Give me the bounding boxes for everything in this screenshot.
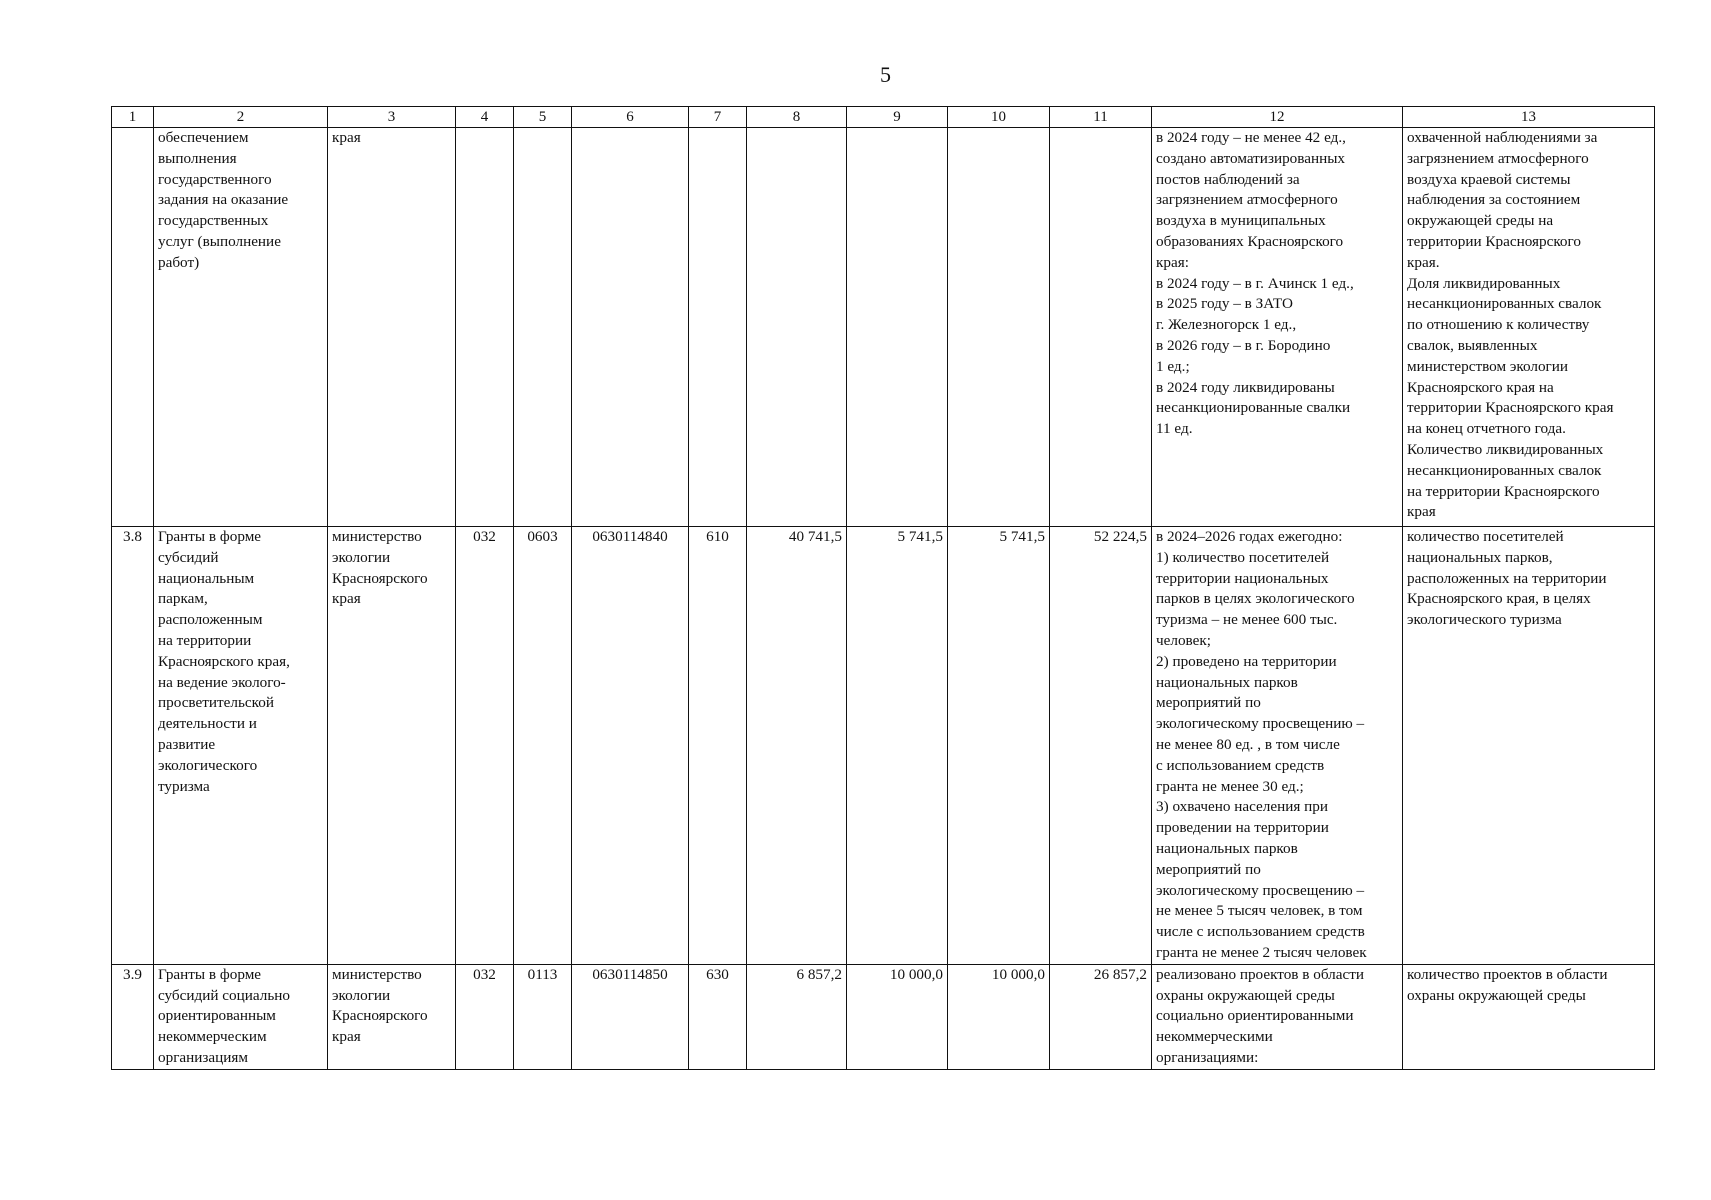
cell-line: края. [1407, 253, 1440, 271]
cell-line: человек; [1156, 631, 1211, 649]
measure-name [154, 527, 328, 965]
cell-line: не менее 80 ед. , в том числе [1156, 735, 1340, 753]
cell-line: ориентированным [158, 1007, 276, 1025]
cell-line: обеспечением [158, 129, 249, 146]
cell-line: министерством экологии [1407, 357, 1569, 375]
indicator [1403, 964, 1655, 1069]
amount-2026: 10 000,0 [948, 964, 1050, 1069]
indicator [1403, 128, 1655, 527]
cell-line: создано автоматизированных [1156, 149, 1346, 167]
cell-line: наблюдения за состоянием [1407, 191, 1581, 209]
cell-line: Красноярского края на [1407, 378, 1554, 396]
cell-line: с использованием средств [1156, 756, 1325, 774]
cell-line: экологического [158, 756, 258, 774]
rzpr-code [514, 128, 572, 527]
amount-2026: 5 741,5 [948, 527, 1050, 965]
row-number [112, 128, 154, 527]
cell-line: территории Красноярского края [1407, 399, 1614, 417]
cell-line: услуг (выполнение [158, 232, 281, 250]
cell-line: национальных парков, [1407, 548, 1553, 566]
cell-line: некоммерческим [158, 1028, 267, 1046]
cell-line: Гранты в форме [158, 965, 262, 983]
cell-line: 1) количество посетителей [1156, 548, 1330, 566]
cell-line: экологическому просвещению – [1156, 881, 1365, 899]
cell-line: воздуха в муниципальных [1156, 212, 1326, 230]
cell-line: гранта не менее 30 ед.; [1156, 777, 1304, 795]
cell-line: национальных парков [1156, 673, 1298, 691]
budget-table [111, 106, 1655, 1070]
amount-total [1050, 128, 1152, 527]
cell-line: края [332, 129, 361, 146]
cell-line: просветительской [158, 694, 274, 712]
table-row [112, 128, 1655, 527]
rzpr-code: 0603 [514, 527, 572, 965]
vr-code [689, 128, 747, 527]
page-number: 5 [880, 62, 891, 87]
cell-line: парков в целях экологического [1156, 590, 1355, 608]
amount-2024: 6 857,2 [747, 964, 847, 1069]
grbs-name [328, 964, 456, 1069]
rzpr-code: 0113 [514, 964, 572, 1069]
cell-line: территории Красноярского [1407, 232, 1581, 250]
amount-2025 [847, 128, 948, 527]
cell-line: субсидий социально [158, 986, 291, 1004]
col-header-2: 2 [154, 107, 328, 128]
cell-line: деятельности и [158, 715, 257, 733]
cell-line: на территории [158, 631, 252, 649]
col-header-1: 1 [112, 107, 154, 128]
cell-line: некоммерческими [1156, 1028, 1273, 1046]
expected-result [1152, 527, 1403, 965]
cell-line: в 2025 году – в ЗАТО [1156, 295, 1293, 313]
cell-line: количество проектов в области [1407, 965, 1608, 983]
cell-line: Красноярского [332, 1007, 428, 1025]
cell-line: туризма [158, 777, 210, 795]
cell-line: туризма – не менее 600 тыс. [1156, 611, 1338, 629]
row-number: 3.9 [112, 964, 154, 1069]
cell-line: Доля ликвидированных [1407, 274, 1561, 292]
cell-line: организациям [158, 1048, 249, 1066]
cell-line: национальным [158, 569, 255, 587]
cell-line: Красноярского края, [158, 652, 290, 670]
cell-line: несанкционированные свалки [1156, 399, 1351, 417]
vr-code: 630 [689, 964, 747, 1069]
cell-line: края [1407, 503, 1436, 521]
cell-line: Красноярского [332, 569, 428, 587]
csr-code: 0630114850 [572, 964, 689, 1069]
amount-2024: 40 741,5 [747, 527, 847, 965]
cell-line: расположенных на территории [1407, 569, 1607, 587]
expected-result [1152, 964, 1403, 1069]
cell-line: государственного [158, 170, 272, 188]
cell-line: экологии [332, 548, 391, 566]
grbs-code: 032 [456, 527, 514, 965]
table-row [112, 527, 1655, 965]
col-header-7: 7 [689, 107, 747, 128]
cell-line: загрязнением атмосферного [1156, 191, 1338, 209]
amount-2025: 5 741,5 [847, 527, 948, 965]
csr-code: 0630114840 [572, 527, 689, 965]
indicator [1403, 527, 1655, 965]
cell-line: на конец отчетного года. [1407, 420, 1566, 438]
col-header-13: 13 [1403, 107, 1655, 128]
cell-line: выполнения [158, 149, 237, 167]
cell-line: гранта не менее 2 тысяч человек [1156, 943, 1367, 961]
cell-line: расположенным [158, 611, 263, 629]
cell-line: загрязнением атмосферного [1407, 149, 1589, 167]
cell-line: мероприятий по [1156, 694, 1261, 712]
col-header-4: 4 [456, 107, 514, 128]
cell-line: охраны окружающей среды [1156, 986, 1335, 1004]
col-header-6: 6 [572, 107, 689, 128]
col-header-9: 9 [847, 107, 948, 128]
grbs-code [456, 128, 514, 527]
cell-line: национальных парков [1156, 839, 1298, 857]
cell-line: количество посетителей [1407, 528, 1564, 545]
cell-line: на ведение эколого- [158, 673, 286, 691]
cell-line: государственных [158, 212, 269, 230]
measure-name [154, 128, 328, 527]
cell-line: в 2024 году – не менее 42 ед., [1156, 129, 1346, 146]
csr-code [572, 128, 689, 527]
cell-line: охваченной наблюдениями за [1407, 129, 1598, 146]
vr-code: 610 [689, 527, 747, 965]
cell-line: экологическому просвещению – [1156, 715, 1365, 733]
cell-line: воздуха краевой системы [1407, 170, 1571, 188]
row-number: 3.8 [112, 527, 154, 965]
col-header-12: 12 [1152, 107, 1403, 128]
cell-line: г. Железногорск 1 ед., [1156, 316, 1297, 334]
cell-line: на территории Красноярского [1407, 482, 1600, 500]
cell-line: экологии [332, 986, 391, 1004]
cell-line: несанкционированных свалок [1407, 295, 1602, 313]
cell-line: Гранты в форме [158, 528, 262, 545]
cell-line: мероприятий по [1156, 860, 1261, 878]
cell-line: по отношению к количеству [1407, 316, 1590, 334]
cell-line: края: [1156, 253, 1189, 271]
column-header-row [112, 107, 1655, 128]
cell-line: реализовано проектов в области [1156, 965, 1364, 983]
cell-line: министерство [332, 965, 422, 983]
cell-line: 11 ед. [1156, 420, 1193, 438]
cell-line: экологического туризма [1407, 611, 1562, 629]
table-row [112, 964, 1655, 1069]
cell-line: субсидий [158, 548, 219, 566]
cell-line: несанкционированных свалок [1407, 461, 1602, 479]
cell-line: постов наблюдений за [1156, 170, 1300, 188]
amount-2026 [948, 128, 1050, 527]
cell-line: социально ориентированными [1156, 1007, 1354, 1025]
col-header-8: 8 [747, 107, 847, 128]
cell-line: свалок, выявленных [1407, 336, 1538, 354]
amount-total: 26 857,2 [1050, 964, 1152, 1069]
cell-line: организациями: [1156, 1048, 1259, 1066]
cell-line: окружающей среды на [1407, 212, 1554, 230]
cell-line: числе с использованием средств [1156, 923, 1365, 941]
amount-total: 52 224,5 [1050, 527, 1152, 965]
grbs-name [328, 128, 456, 527]
cell-line: территории национальных [1156, 569, 1329, 587]
amount-2025: 10 000,0 [847, 964, 948, 1069]
cell-line: в 2024 году ликвидированы [1156, 378, 1335, 396]
cell-line: развитие [158, 735, 216, 753]
cell-line: паркам, [158, 590, 208, 608]
expected-result [1152, 128, 1403, 527]
cell-line: проведении на территории [1156, 819, 1329, 837]
cell-line: работ) [158, 253, 200, 271]
cell-line: задания на оказание [158, 191, 289, 209]
cell-line: Красноярского края, в целях [1407, 590, 1591, 608]
col-header-11: 11 [1050, 107, 1152, 128]
cell-line: в 2026 году – в г. Бородино [1156, 336, 1331, 354]
grbs-name [328, 527, 456, 965]
cell-line: Количество ликвидированных [1407, 440, 1604, 458]
cell-line: 3) охвачено населения при [1156, 798, 1329, 816]
cell-line: края [332, 590, 361, 608]
cell-line: охраны окружающей среды [1407, 986, 1586, 1004]
cell-line: не менее 5 тысяч человек, в том [1156, 902, 1363, 920]
col-header-3: 3 [328, 107, 456, 128]
col-header-5: 5 [514, 107, 572, 128]
cell-line: края [332, 1028, 361, 1046]
cell-line: в 2024 году – в г. Ачинск 1 ед., [1156, 274, 1354, 292]
col-header-10: 10 [948, 107, 1050, 128]
cell-line: 2) проведено на территории [1156, 652, 1337, 670]
amount-2024 [747, 128, 847, 527]
cell-line: министерство [332, 528, 422, 545]
cell-line: образованиях Красноярского [1156, 232, 1344, 250]
cell-line: в 2024–2026 годах ежегодно: [1156, 528, 1343, 545]
measure-name [154, 964, 328, 1069]
grbs-code: 032 [456, 964, 514, 1069]
cell-line: 1 ед.; [1156, 357, 1190, 375]
